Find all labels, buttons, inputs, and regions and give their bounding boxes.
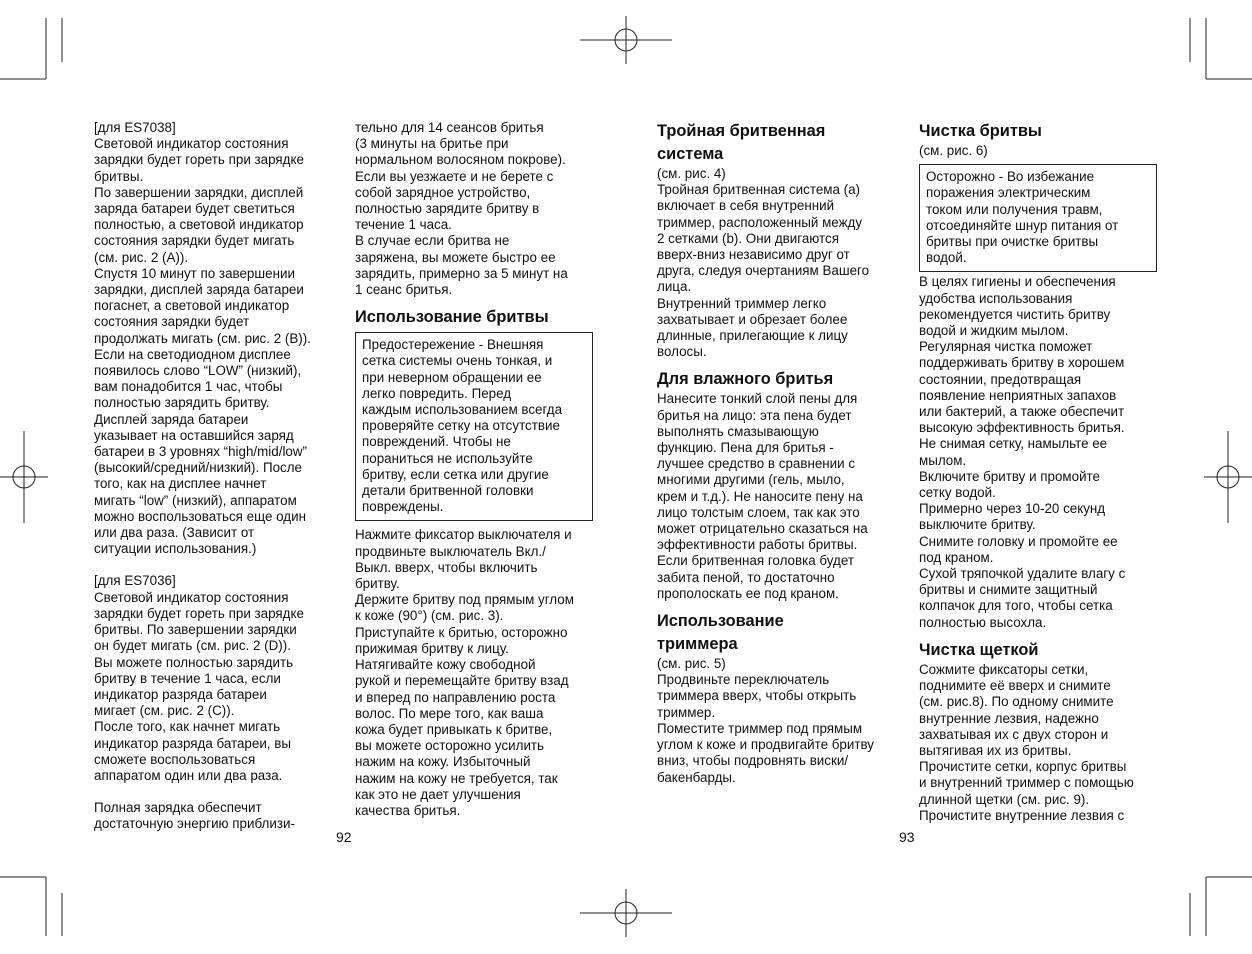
text-line: собой зарядное устройство, — [355, 184, 531, 200]
text-line: течение 1 часа. — [355, 217, 452, 233]
section-heading-wet-shave: Для влажного бритья — [657, 370, 834, 389]
text-line: кожа будет привыкать к бритве, — [355, 721, 553, 737]
text-line: (см. рис.8). По одному снимите — [919, 694, 1114, 710]
text-line: Тройная бритвенная система (a) — [657, 182, 861, 198]
text-line: друга, следуя очертаниям Вашего — [657, 263, 870, 279]
triple-system-text — [657, 182, 896, 360]
text-line: повреждений. Чтобы не — [362, 434, 511, 450]
text-line: эффективности работы бритвы. — [657, 537, 858, 553]
text-line: Натягивайте кожу свободной — [355, 657, 536, 673]
text-line: поддерживать бритву в хорошем — [919, 355, 1125, 371]
text-line: Нанесите тонкий слой пены для — [657, 391, 858, 407]
text-line: Прочистите внутренние лезвия с — [919, 807, 1125, 823]
text-line: достаточную энергию приблизи- — [94, 816, 295, 832]
text-line: Продвиньте переключатель — [657, 672, 830, 688]
text-line: 1 сеанс бритья. — [355, 282, 453, 298]
text-line: Приступайте к бритью, осторожно — [355, 624, 568, 640]
text-line: крем и т.д.). Не наносите пену на — [657, 488, 863, 504]
text-line: длинные, прилегающие к лицу — [657, 328, 848, 344]
text-line: Вы можете полностью зарядить — [94, 654, 294, 670]
text-line: или два раза. (Зависит от — [94, 525, 255, 541]
text-line: бритвы и снимите защитный — [919, 582, 1098, 598]
section-heading-cleaning: Чистка бритвы — [919, 122, 1042, 140]
text-line: [для ES7036] — [94, 573, 176, 589]
text-line: волос. По мере того, как ваша — [355, 705, 544, 721]
column-2-intro-text — [355, 120, 593, 298]
text-line: индикатор разряда батареи — [94, 686, 267, 702]
text-line: вниз, чтобы подровнять виски/ — [657, 753, 849, 769]
text-line: Дисплей заряда батареи — [94, 411, 249, 427]
text-line: заряда батареи будет светиться — [94, 201, 295, 217]
text-line: Включите бритву и промойте — [919, 468, 1100, 484]
text-line: поднимите её вверх и снимите — [919, 678, 1111, 694]
text-line: появилось слово “LOW” (низкий), — [94, 363, 302, 379]
text-line: ситуации использования.) — [94, 541, 257, 557]
text-line: Световой индикатор состояния — [94, 589, 289, 605]
text-line: полностью зарядить бритву. — [94, 395, 270, 411]
text-line: волосы. — [657, 344, 707, 360]
text-line: зарядить, примерно за 5 минут на — [355, 265, 568, 281]
column-3 — [657, 120, 896, 786]
text-line: может отрицательно сказаться на — [657, 521, 868, 537]
text-line: батареи в 3 уровнях “high/mid/low” — [94, 444, 308, 460]
text-line: [для ES7038] — [94, 120, 176, 135]
text-line: можно воспользоваться еще один — [94, 508, 306, 524]
text-line: полностью высохла. — [919, 614, 1047, 630]
text-line: зарядки будет гореть при зарядке — [94, 605, 304, 621]
text-line: включает в себя внутренний — [657, 198, 835, 214]
text-line: (3 минуты на бритье при — [355, 136, 509, 152]
column-2 — [355, 120, 593, 819]
text-line: Примерно через 10-20 секунд — [919, 501, 1106, 517]
text-line: нажим на кожу не требуется, так — [355, 770, 558, 786]
warning-text — [362, 337, 586, 515]
text-line: зарядки будет гореть при зарядке — [94, 152, 304, 168]
trimmer-text — [657, 672, 896, 785]
text-line: бритвы при очистке бритвы — [926, 234, 1099, 250]
wet-shave-text — [657, 391, 896, 602]
text-line: прополоскать ее под краном. — [657, 585, 839, 601]
text-line: повреждены. — [362, 499, 444, 515]
text-line: и внутренний триммер с помощью — [919, 775, 1134, 791]
section-heading-using-shaver: Использование бритвы — [355, 308, 549, 327]
text-line: и вперед по направлению роста — [355, 689, 556, 705]
text-line: длинной щетки (см. рис. 9). — [919, 791, 1090, 807]
column-1-text — [94, 120, 332, 833]
text-line: вытягивая их из бритвы. — [919, 742, 1072, 758]
text-line: Прочистите сетки, корпус бритвы — [919, 759, 1127, 775]
text-line: нормальном волосяном покрове). — [355, 152, 566, 168]
text-line: рукой и перемещайте бритву взад — [355, 673, 569, 689]
text-line: бритву в течение 1 часа, если — [94, 670, 281, 686]
column-2-instructions-text — [355, 527, 593, 819]
text-line: поражения электрическим — [926, 185, 1091, 201]
text-line: бритья на лицо: эта пена будет — [657, 407, 852, 423]
text-line: Держите бритву под прямым углом — [355, 592, 574, 608]
text-line: того, как на дисплее начнет — [94, 476, 267, 492]
cleaning-text — [919, 274, 1157, 630]
text-line: он будет мигать (см. рис. 2 (D)). — [94, 638, 291, 654]
text-line: детали бритвенной головки — [362, 483, 534, 499]
text-line: колпачок для того, чтобы сетка — [919, 598, 1113, 614]
text-line: Если бритвенная головка будет — [657, 553, 855, 569]
text-line: к коже (90°) (см. рис. 3). — [355, 608, 504, 624]
text-line: лица. — [657, 279, 692, 295]
text-line: захватывает и обрезает более — [657, 311, 848, 327]
section-heading-brush-cleaning: Чистка щеткой — [919, 640, 1039, 659]
text-line: тельно для 14 сеансов бритья — [355, 120, 544, 135]
text-line: током или получения травм, — [926, 201, 1103, 217]
text-line: (см. рис. 2 (A)). — [94, 249, 189, 265]
text-line: зарядки, дисплей заряда батареи — [94, 282, 304, 298]
section-heading-triple-system-line2: система — [657, 145, 724, 163]
text-line: вам понадобится 1 час, чтобы — [94, 379, 283, 395]
text-line: выполнять смазывающую — [657, 423, 819, 439]
text-line: 2 сетками (b). Они двигаются — [657, 230, 839, 246]
text-line: прижимая бритву к лицу. — [355, 640, 509, 656]
text-line: пораниться не используйте — [362, 450, 533, 466]
text-line: проверяйте сетку на отсутствие — [362, 418, 560, 434]
caution-box — [919, 164, 1157, 272]
text-line: состоянии, предотвращая — [919, 371, 1082, 387]
text-line: продвиньте выключатель Вкл./ — [355, 543, 546, 559]
text-line: Внутренний триммер легко — [657, 295, 827, 311]
text-line: появление неприятных запахов — [919, 387, 1117, 403]
text-line: мигать “low” (низкий), аппаратом — [94, 492, 297, 508]
text-line: легко повредить. Перед — [362, 385, 512, 401]
blank-line — [94, 557, 332, 573]
text-line: состояния зарядки будет — [94, 314, 250, 330]
text-line: сетку водой. — [919, 485, 996, 501]
text-line: под краном. — [919, 549, 994, 565]
text-line: триммер, расположенный между — [657, 214, 863, 230]
text-line: сетка системы очень тонкая, и — [362, 353, 553, 369]
text-line: заряжена, вы можете быстро ее — [355, 249, 556, 265]
text-line: Регулярная чистка поможет — [919, 339, 1093, 355]
text-line: многими другими (гель, мыло, — [657, 472, 845, 488]
warning-box — [355, 332, 593, 521]
text-line: функцию. Пена для бритья - — [657, 440, 834, 456]
brush-cleaning-text — [919, 662, 1157, 824]
text-line: отсоединяйте шнур питания от — [926, 217, 1119, 233]
text-line: Спустя 10 минут по завершении — [94, 265, 295, 281]
text-line: (высокий/средний/низкий). После — [94, 460, 302, 476]
text-line: указывает на оставшийся заряд — [94, 427, 294, 443]
text-line: Сухой тряпочкой удалите влагу с — [919, 566, 1126, 582]
text-line: Световой индикатор состояния — [94, 136, 289, 152]
figure-reference: (см. рис. 5) — [657, 656, 726, 672]
text-line: лучшее средство в сравнении с — [657, 456, 856, 472]
page-number-right: 93 — [899, 829, 915, 845]
text-line: погаснет, а световой индикатор — [94, 298, 290, 314]
column-4 — [919, 120, 1157, 824]
text-line: триммер. — [657, 704, 716, 720]
text-line: углом к коже и продвигайте бритву — [657, 737, 875, 753]
text-line: Поместите триммер под прямым — [657, 720, 863, 736]
text-line: захватывая их с двух сторон и — [919, 726, 1109, 742]
text-line: полностью зарядите бритву в — [355, 201, 540, 217]
text-line: вы можете осторожно усилить — [355, 738, 545, 754]
text-line: вверх-вниз независимо друг от — [657, 247, 850, 263]
text-line: высокую эффективность бритья. — [919, 420, 1125, 436]
text-line: Осторожно - Во избежание — [926, 169, 1095, 185]
section-heading-triple-system-line1: Тройная бритвенная — [657, 122, 826, 140]
page-number-left: 92 — [336, 829, 352, 845]
blank-line — [94, 784, 332, 800]
text-line: В случае если бритва не — [355, 233, 510, 249]
text-line: или бактерий, а также обеспечит — [919, 404, 1125, 420]
text-line: Предостережение - Внешняя — [362, 337, 544, 353]
text-line: Снимите головку и промойте ее — [919, 533, 1118, 549]
text-line: продолжать мигать (см. рис. 2 (B)). — [94, 330, 311, 346]
text-line: при неверном обращении ее — [362, 369, 542, 385]
section-heading-trimmer-line1: Использование — [657, 612, 784, 631]
text-line: бакенбарды. — [657, 769, 736, 785]
text-line: бритвы. По завершении зарядки — [94, 622, 297, 638]
text-line: как это не дает улучшения — [355, 786, 521, 802]
text-line: мылом. — [919, 452, 967, 468]
figure-reference: (см. рис. 4) — [657, 166, 726, 181]
text-line: выключите бритву. — [919, 517, 1036, 533]
text-line: Если вы уезжаете и не берете с — [355, 168, 554, 184]
text-line: бритвы. — [94, 168, 144, 184]
text-line: Выкл. вверх, чтобы включить — [355, 559, 538, 575]
text-line: полностью, а световой индикатор — [94, 217, 304, 233]
text-line: сможете воспользоваться — [94, 751, 256, 767]
text-line: внутренние лезвия, надежно — [919, 710, 1099, 726]
text-line: нажим на кожу. Избыточный — [355, 754, 531, 770]
text-line: каждым использованием всегда — [362, 402, 563, 418]
text-line: Полная зарядка обеспечит — [94, 800, 262, 816]
text-line: мигает (см. рис. 2 (C)). — [94, 703, 235, 719]
text-line: Нажмите фиксатор выключателя и — [355, 527, 572, 543]
text-line: Сожмите фиксаторы сетки, — [919, 661, 1089, 677]
section-heading-trimmer-line2: триммера — [657, 635, 738, 654]
text-line: По завершении зарядки, дисплей — [94, 184, 304, 200]
text-line: бритву, если сетка или другие — [362, 466, 549, 482]
text-line: триммера вверх, чтобы открыть — [657, 688, 857, 704]
text-line: качества бритья. — [355, 802, 461, 818]
text-line: бритву. — [355, 576, 400, 592]
column-1 — [94, 120, 332, 833]
text-line: В целях гигиены и обеспечения — [919, 274, 1116, 290]
text-line: лицо толстым слоем, так как это — [657, 504, 860, 520]
text-line: состояния зарядки будет мигать — [94, 233, 295, 249]
text-line: Если на светодиодном дисплее — [94, 346, 291, 362]
text-line: рекомендуется чистить бритву — [919, 306, 1111, 322]
text-line: забита пеной, то достаточно — [657, 569, 835, 585]
text-line: Не снимая сетку, намыльте ее — [919, 436, 1108, 452]
text-line: удобства использования — [919, 290, 1073, 306]
caution-text — [926, 169, 1150, 266]
text-line: водой и жидким мылом. — [919, 323, 1069, 339]
text-line: аппаратом один или два раза. — [94, 767, 283, 783]
text-line: индикатор разряда батареи, вы — [94, 735, 291, 751]
text-line: водой. — [926, 250, 967, 266]
figure-reference: (см. рис. 6) — [919, 143, 988, 158]
text-line: После того, как начнет мигать — [94, 719, 281, 735]
